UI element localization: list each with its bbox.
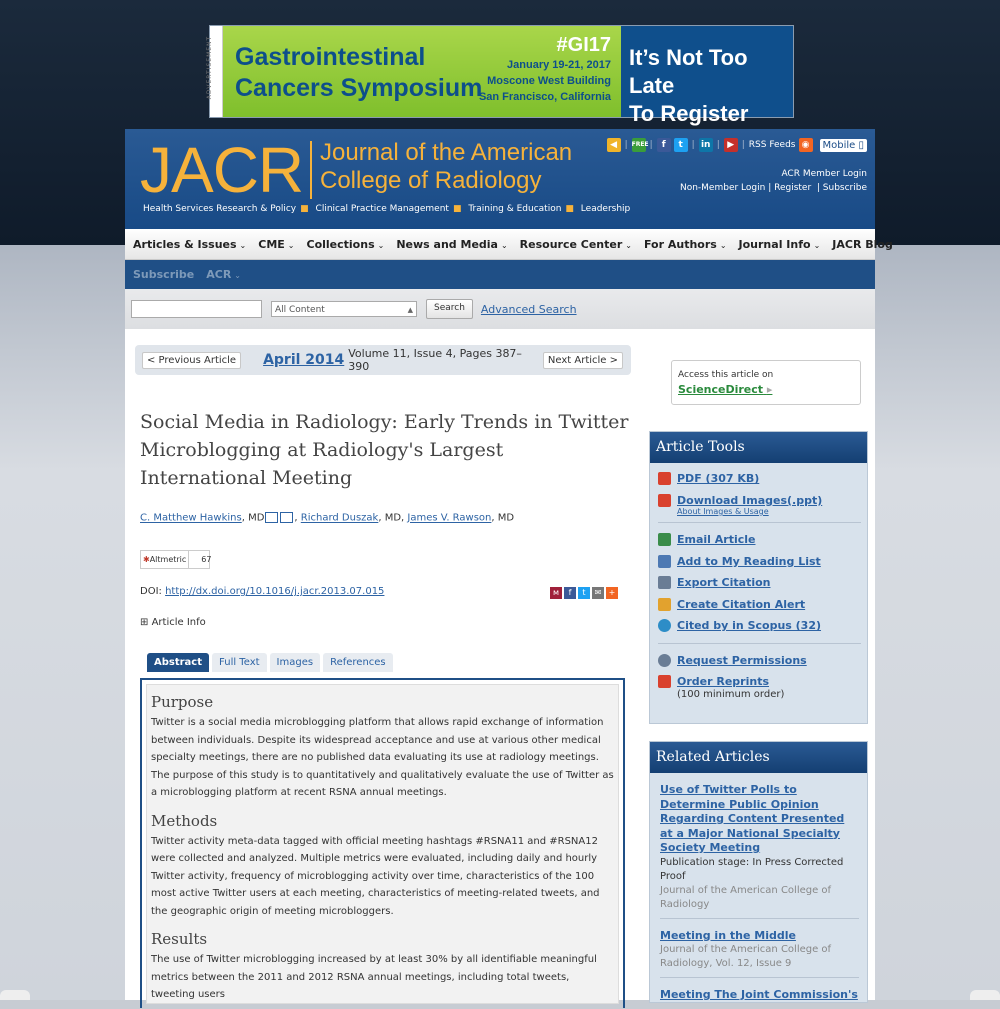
abstract-panel (140, 678, 625, 1008)
tagline-item[interactable]: Leadership (580, 204, 631, 214)
separator: | (741, 140, 745, 150)
abstract-content (146, 684, 619, 1004)
twitter-share-icon[interactable]: t (578, 587, 590, 599)
free-app-icon[interactable]: FREE (632, 138, 646, 152)
reading-list-icon (658, 555, 671, 568)
sciencedirect-link[interactable] (678, 383, 772, 396)
doi-label: DOI: (140, 586, 162, 597)
author-link[interactable]: Richard Duszak (300, 512, 379, 524)
tool-email-article[interactable] (658, 529, 867, 551)
alert-icon (658, 598, 671, 611)
megaphone-icon[interactable]: ◀ (607, 138, 621, 152)
chevron-down-icon: ⌄ (377, 240, 385, 250)
nav-label: CME (258, 237, 285, 251)
abstract-paragraph: The use of Twitter microblogging increased by at least 30% by all identifiable meaningful metrics between the 2011 and 2012 RSNA annual meetings, including total tweets, tweeting users (151, 954, 597, 1000)
site-header (125, 129, 875, 229)
tagline-item[interactable]: Clinical Practice Management (315, 204, 449, 214)
abstract-heading: Methods (151, 811, 218, 830)
related-item (660, 988, 859, 1009)
related-articles-title: Related Articles (650, 742, 867, 773)
tool-label: Request Permissions (677, 653, 807, 667)
nav-label: Articles & Issues (133, 237, 237, 251)
scopus-icon (658, 619, 671, 632)
search-scope-select[interactable] (271, 301, 417, 317)
tool-request-permissions[interactable] (658, 650, 867, 672)
nav-news-media[interactable] (396, 238, 507, 251)
tagline-item[interactable]: Health Services Research & Policy (143, 204, 297, 214)
rss-feeds-link[interactable]: RSS Feeds (748, 140, 796, 150)
separator: | (624, 140, 628, 150)
pdf-icon (658, 472, 671, 485)
related-title-link[interactable]: Meeting in the Middle (660, 928, 796, 942)
author-link[interactable]: James V. Rawson (407, 512, 492, 524)
rss-icon[interactable]: ◉ (799, 138, 813, 152)
account-links: ACR Member Login Non-Member Login | Register | Subscribe (679, 169, 867, 193)
facebook-icon[interactable]: f (657, 138, 671, 152)
nav-collections[interactable] (307, 238, 385, 251)
search-input[interactable] (131, 300, 262, 318)
doi (140, 586, 384, 597)
twitter-icon[interactable]: t (674, 138, 688, 152)
tool-label: Export Citation (677, 576, 771, 590)
nav-journal-info[interactable] (739, 238, 821, 251)
chevron-down-icon: ⌄ (500, 240, 508, 250)
tool-reading-list[interactable] (658, 551, 867, 573)
abstract-paragraph: Twitter is a social media microblogging platform that allows rapid exchange of information between individuals. Despite its widespread acceptance and use at various other medical specialty meetings, there are no published data evaluating its use at radiology meetings. The purpose of this study is to quantitatively and qualitatively evaluate the use of Twitter as a microblogging platform at recent RSNA annual meetings. (151, 717, 614, 798)
issue-bar (135, 345, 631, 375)
tagline-dot: ■ (565, 204, 574, 214)
ad-title (235, 42, 482, 104)
nav-jacr-blog[interactable] (832, 238, 893, 251)
tool-label: Email Article (677, 533, 756, 547)
chevron-down-icon: ⌄ (719, 240, 727, 250)
previous-article-button[interactable]: < Previous Article (142, 352, 241, 369)
ad-cta-line2: To Register (629, 101, 749, 126)
member-login-link[interactable]: ACR Member Login (781, 169, 867, 179)
linkedin-icon[interactable]: in (699, 138, 713, 152)
author-list: C. Matthew Hawkins, MD , Richard Duszak, MD, James V. Rawson, MD (140, 512, 515, 524)
sciencedirect-box[interactable] (671, 360, 861, 405)
content-tabs (147, 653, 393, 672)
ppt-icon (658, 494, 671, 507)
nav-cme[interactable] (258, 238, 294, 251)
tool-citation-alert[interactable] (658, 594, 867, 616)
nav-acr[interactable] (206, 268, 241, 281)
nav-subscribe[interactable] (133, 268, 194, 281)
reprints-icon (658, 675, 671, 688)
divider (658, 643, 861, 644)
ad-dates: January 19-21, 2017 (507, 59, 611, 71)
related-journal: Journal of the American College of Radiology, Vol. 12, Issue 9 (660, 944, 832, 969)
social-bar (607, 138, 867, 152)
ad-hashtag: #GI17 (556, 34, 611, 56)
tab-abstract[interactable]: Abstract (147, 653, 209, 672)
altmetric-count: 67 (201, 555, 212, 564)
ad-title-line2: Cancers Symposium (235, 74, 483, 102)
abstract-heading: Results (151, 930, 208, 948)
export-icon (658, 576, 671, 589)
nav-label: Subscribe (133, 268, 195, 281)
doi-link[interactable]: http://dx.doi.org/10.1016/j.jacr.2013.07.015 (165, 586, 385, 597)
tool-label: PDF (307 KB) (677, 472, 760, 486)
tab-images[interactable]: Images (270, 653, 321, 672)
subscribe-link[interactable]: Subscribe (822, 183, 867, 193)
ad-cta[interactable] (621, 26, 793, 126)
separator: | (649, 140, 653, 150)
scope-value: All Content (275, 305, 325, 315)
mobile-label: Mobile (822, 139, 856, 151)
search-bar (125, 289, 875, 329)
tool-export-citation[interactable] (658, 572, 867, 594)
article-title: Social Media in Radiology: Early Trends in Twitter Microblogging at Radiology's Largest International Meeting (140, 411, 629, 489)
more-share-icon[interactable]: + (606, 587, 618, 599)
altmetric-label (141, 551, 189, 568)
sciencedirect-label: ScienceDirect (678, 383, 764, 396)
separator: | (691, 140, 695, 150)
tool-label: Add to My Reading List (677, 554, 821, 568)
logo-line2: College of Radiology (320, 167, 542, 194)
author-suffix: , MD, (378, 512, 408, 524)
ad-cta-line1: It’s Not Too Late (629, 45, 748, 98)
issue-detail: Volume 11, Issue 4, Pages 387–390 (348, 347, 522, 373)
expand-icon: ⊞ (140, 617, 149, 628)
search-button[interactable]: Search (426, 299, 473, 319)
email-share-icon[interactable]: ✉ (592, 587, 604, 599)
tool-label: Download Images(.ppt) (677, 493, 823, 507)
article-tools-title: Article Tools (650, 432, 867, 463)
nav-label: News and Media (396, 237, 498, 251)
abstract-heading: Purpose (151, 693, 214, 711)
related-articles-panel (649, 741, 868, 1003)
ad-info (479, 34, 611, 105)
logo-line1: Journal of the American (320, 139, 573, 166)
author-suffix: , MD (491, 512, 515, 524)
email-icon[interactable] (280, 512, 293, 523)
next-article-button[interactable]: Next Article > (543, 352, 623, 369)
article-tools-panel (649, 431, 868, 724)
nav-label: JACR Blog (832, 237, 893, 251)
tool-label: Cited by in Scopus (32) (677, 619, 822, 633)
related-title-link[interactable]: Meeting The Joint Commission's (660, 988, 858, 1001)
mendeley-icon[interactable]: м (550, 587, 562, 599)
nonmember-login-link[interactable]: Non-Member Login (679, 183, 766, 193)
tab-references[interactable]: References (323, 653, 393, 672)
right-edge-tab (970, 990, 1000, 1000)
chevron-down-icon: ⌄ (239, 240, 247, 250)
sciencedirect-text: Access this article on (678, 370, 774, 380)
about-images-link[interactable]: About Images & Usage (677, 507, 769, 516)
mobile-button[interactable]: Mobile ▯ (820, 139, 868, 152)
tool-pdf[interactable] (658, 468, 867, 490)
tagline-item[interactable]: Training & Education (468, 204, 562, 214)
tagline-dot: ■ (452, 204, 462, 214)
email-icon (658, 533, 671, 546)
copyright-icon (658, 654, 671, 667)
chevron-down-icon: ⌄ (625, 240, 632, 250)
chevron-down-icon: ⌄ (813, 240, 821, 250)
register-link[interactable]: Register (774, 183, 812, 193)
tool-cited-by-scopus[interactable] (658, 615, 867, 637)
logo-name[interactable] (320, 139, 572, 195)
altmetric-logo-icon: ✱ (143, 555, 150, 564)
nav-articles-issues[interactable] (133, 238, 246, 251)
correspondence-icon[interactable] (265, 512, 278, 523)
logo-separator (310, 141, 312, 199)
article-info-label: Article Info (151, 617, 206, 628)
advanced-search-link[interactable]: Advanced Search (480, 302, 577, 316)
youtube-icon[interactable]: ▶ (724, 138, 738, 152)
tagline (143, 204, 630, 214)
issue-link[interactable]: April 2014 (263, 352, 345, 368)
facebook-share-icon[interactable]: f (564, 587, 576, 599)
select-arrows-icon: ▲ (407, 306, 413, 314)
altmetric-badge[interactable] (140, 550, 210, 569)
arrow-right-icon: ▸ (766, 383, 773, 396)
chevron-down-icon: ⌄ (287, 240, 295, 250)
nav-label: ACR (206, 268, 232, 281)
ad-banner[interactable] (206, 25, 794, 126)
author-suffix: , MD (241, 512, 265, 524)
secondary-nav (125, 260, 875, 289)
share-icons (550, 587, 618, 599)
ad-title-line1: Gastrointestinal (235, 43, 426, 71)
related-title-link[interactable]: Use of Twitter Polls to Determine Public Opinion Regarding Content Presented at a Major National Specialty Society Meeting (660, 783, 845, 854)
ad-city: San Francisco, California (478, 91, 611, 103)
ad-tag (206, 26, 223, 117)
abstract-paragraph: Twitter activity meta-data tagged with official meeting hashtags #RSNA11 and #RSNA12 were collected and analyzed. Multiple metrics were evaluated, including daily and hourly Twitter activity, frequency of microblogging activity over time, characteristics of the 100 most active Twitter users at each meeting, characteristics of meeting-related tweets, and the geographic origin of meeting microbloggers. (151, 835, 600, 917)
primary-nav (125, 229, 893, 260)
ad-venue: Moscone West Building (487, 75, 611, 87)
nav-resource-center[interactable] (520, 238, 632, 251)
author-link[interactable]: C. Matthew Hawkins (140, 512, 242, 524)
related-journal: Journal of the American College of Radiology (660, 884, 832, 910)
ad-tag-text: ADVERTISEMENT (206, 35, 214, 100)
tab-full-text[interactable]: Full Text (212, 653, 267, 672)
chevron-down-icon: ⌄ (234, 271, 241, 280)
logo-abbr[interactable]: JACR (140, 134, 304, 206)
separator: | (716, 140, 720, 150)
nav-label: Journal Info (738, 237, 811, 251)
left-edge-tab (0, 990, 30, 1000)
reprints-note: (100 minimum order) (677, 688, 785, 700)
nav-label: For Authors (643, 237, 717, 251)
tool-label: Order Reprints (677, 675, 770, 689)
tool-label: Create Citation Alert (677, 597, 806, 611)
main-container (125, 129, 893, 1001)
related-item (660, 783, 859, 919)
related-item (660, 929, 859, 979)
related-stage: Publication stage: In Press Corrected Proof (660, 856, 844, 882)
article-info-toggle[interactable] (140, 617, 206, 628)
tagline-dot: ■ (300, 204, 309, 214)
ad-left (223, 26, 621, 117)
divider (658, 522, 861, 523)
altmetric-label-text: Altmetric (149, 555, 187, 564)
nav-label: Resource Center (519, 237, 623, 251)
nav-for-authors[interactable] (644, 238, 727, 251)
nav-label: Collections (306, 237, 375, 251)
